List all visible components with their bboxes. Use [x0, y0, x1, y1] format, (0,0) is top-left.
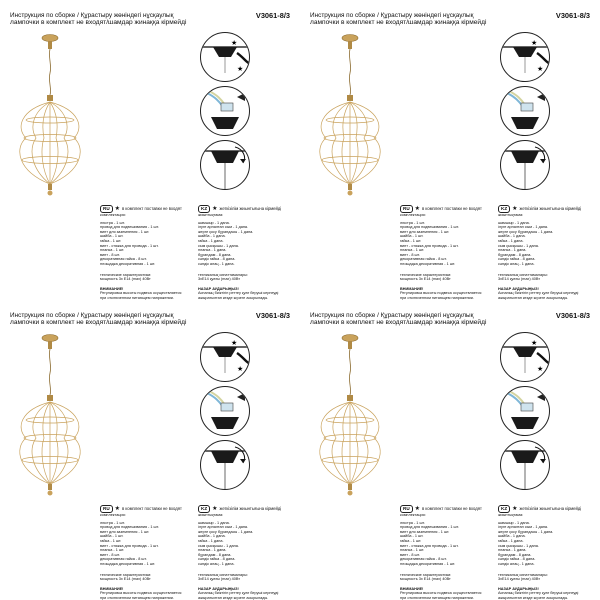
- list-item: винт для заземления - 1 шт.: [100, 529, 150, 534]
- list-item: люстра - 1 шт.: [100, 520, 125, 525]
- kz-warning-heading: НАЗАР АУДАРЫҢЫЗ!: [198, 286, 239, 291]
- list-item: жерге қосу бұрандасы - 1 дана.: [198, 229, 254, 234]
- svg-text:★: ★: [237, 365, 244, 373]
- sheet-title: [310, 312, 590, 326]
- ru-badge: RU: [400, 205, 413, 213]
- list-item: ілуге арналған сым - 1 дана.: [198, 525, 249, 530]
- ru-heading: комплектация:: [100, 213, 126, 217]
- ru-star-legend: [400, 505, 482, 513]
- list-item: провод для подвешивания - 1 шт.: [100, 225, 159, 230]
- kz-warning-line: Аспаның биіктігін реттеу қуат беруші кернеуді: [498, 591, 579, 596]
- list-item: гайка - 1 шт.: [100, 238, 122, 243]
- kz-warning-line: ажыратылған кезде жүзеге асырылады.: [198, 595, 269, 600]
- list-item: винт для заземления - 1 шт.: [400, 229, 450, 234]
- step-connect-wires: [200, 386, 250, 436]
- list-item: шайба - 1 шт.: [400, 234, 424, 239]
- list-item: провод для подвешивания - 1 шт.: [400, 525, 459, 530]
- kz-warning-line: Аспаның биіктігін реттеу қуат беруші кернеуді: [198, 291, 279, 296]
- list-item: планка - 1 шт.: [400, 548, 425, 553]
- list-item: сәндік алаң - 1 дана.: [498, 261, 535, 266]
- svg-text:★: ★: [237, 65, 244, 73]
- star-icon: ★: [512, 505, 518, 512]
- list-item: жерге қосу бұрандасы - 1 дана.: [198, 529, 254, 534]
- list-item: винт для заземления - 1 шт.: [400, 529, 450, 534]
- kz-parts-list: [198, 521, 292, 567]
- svg-text:★: ★: [231, 339, 238, 347]
- list-item: ілуге арналған сым - 1 дана.: [198, 225, 249, 230]
- star-icon: ★: [512, 205, 518, 212]
- list-item: шайба - 1 дана.: [198, 534, 226, 539]
- ru-heading: комплектация:: [400, 213, 426, 217]
- list-item: площадка декоративная - 1 шт.: [400, 261, 456, 266]
- kz-warning-line: Аспаның биіктігін реттеу қуат беруші кернеуді: [198, 591, 279, 596]
- list-item: гайка - 1 дана.: [198, 538, 224, 543]
- step-fix-cover: [500, 140, 550, 190]
- kz-tech-heading: техникалық сипаттамалары:: [198, 272, 248, 277]
- ru-parts-list: [100, 221, 194, 267]
- step-mount-bracket: [500, 332, 550, 382]
- ru-warning-line: Регулировка высоты подвеса осуществляется: [100, 291, 182, 296]
- step-connect-wires: [500, 86, 550, 136]
- step-fix-cover: [200, 440, 250, 490]
- ru-tech-value: мощность 3x E14 (max) 40Вт: [400, 277, 451, 282]
- ru-star-note: в комплект поставки не входят: [422, 506, 482, 512]
- svg-text:★: ★: [537, 365, 544, 373]
- kz-warning-line: Аспаның биіктігін реттеу қуат беруші кернеуді: [498, 291, 579, 296]
- model-code: V3061-8/3: [555, 311, 590, 320]
- kz-star-note: жеткізілім жиынтығына кірмейді: [519, 206, 582, 212]
- list-item: шамшыр - 1 дана.: [498, 220, 530, 225]
- ru-warning-heading: ВНИМАНИЕ!: [100, 286, 124, 291]
- step-fix-cover: [500, 440, 550, 490]
- step-mount-bracket: [200, 32, 250, 82]
- list-item: сәндік алаң - 1 дана.: [498, 561, 535, 566]
- bulbs-note: лампочки в комплект не входят/шамдар жинаққа кірмейді: [10, 19, 187, 26]
- ru-heading: комплектация:: [400, 513, 426, 517]
- kz-badge: KZ: [498, 205, 510, 213]
- kz-heading: жиынтықтама:: [498, 213, 524, 217]
- svg-text:★: ★: [537, 65, 544, 73]
- list-item: гайка - 1 дана.: [198, 238, 224, 243]
- list-item: сәндік гайка - 8 дана.: [198, 257, 236, 262]
- model-code: V3061-8/3: [255, 311, 290, 320]
- list-item: бұрандам - 8 дана.: [198, 252, 232, 257]
- ru-warning-heading: ВНИМАНИЕ!: [400, 586, 424, 591]
- model-code: V3061-8/3: [555, 11, 590, 20]
- kz-parts-list: [498, 521, 592, 567]
- ru-column: [100, 213, 194, 300]
- kz-star-legend: [498, 505, 581, 513]
- ru-warning-line: при отключенном питающем напряжении.: [100, 295, 174, 300]
- title-text: Инструкция по сборке / Құрастыру жөніндегі нұсқаулық: [310, 312, 474, 319]
- list-item: планка - 1 дана.: [498, 548, 527, 553]
- ru-warning-heading: ВНИМАНИЕ!: [400, 286, 424, 291]
- list-item: гайка - 1 шт.: [400, 538, 422, 543]
- list-item: шамшыр - 1 дана.: [498, 520, 530, 525]
- step-connect-wires: [200, 86, 250, 136]
- star-icon: ★: [114, 505, 121, 512]
- list-item: сәндік гайка - 8 дана.: [198, 557, 236, 562]
- instruction-sheet: [0, 0, 300, 300]
- star-icon: ★: [212, 505, 218, 512]
- ru-star-note: в комплект поставки не входят: [122, 206, 182, 212]
- chandelier-illustration: [310, 332, 390, 502]
- ru-heading: комплектация:: [100, 513, 126, 517]
- kz-tech-heading: техникалық сипаттамалары:: [198, 572, 248, 577]
- ru-warning-line: при отключенном питающем напряжении.: [400, 295, 474, 300]
- list-item: винт - 8 шт.: [100, 552, 120, 557]
- kz-heading: жиынтықтама:: [498, 513, 524, 517]
- sheet-title: [310, 12, 590, 26]
- kz-star-legend: [498, 205, 581, 213]
- step-mount-bracket: [200, 332, 250, 382]
- ru-tech-heading: технические характеристики:: [400, 272, 452, 277]
- list-item: люстра - 1 шт.: [400, 220, 425, 225]
- instruction-sheet: [300, 0, 600, 300]
- list-item: планка - 1 дана.: [498, 248, 527, 253]
- svg-text:★: ★: [531, 339, 538, 347]
- kz-parts-list: [198, 221, 292, 267]
- kz-parts-list: [498, 221, 592, 267]
- ru-badge: RU: [100, 505, 113, 513]
- list-item: винт для заземления - 1 шт.: [100, 229, 150, 234]
- list-item: сәндік алаң - 1 дана.: [198, 561, 235, 566]
- bulbs-note: лампочки в комплект не входят/шамдар жинаққа кірмейді: [10, 319, 187, 326]
- assembly-steps: [500, 32, 555, 194]
- list-item: люстра - 1 шт.: [100, 220, 125, 225]
- list-item: сәндік гайка - 8 дана.: [498, 257, 536, 262]
- ru-tech-heading: технические характеристики:: [100, 572, 152, 577]
- kz-badge: KZ: [198, 505, 210, 513]
- kz-tech-heading: техникалық сипаттамалары:: [498, 572, 548, 577]
- ru-column: [100, 513, 194, 600]
- ru-tech-heading: технические характеристики:: [100, 272, 152, 277]
- kz-heading: жиынтықтама:: [198, 213, 224, 217]
- ru-star-legend: [100, 205, 182, 213]
- ru-star-note: в комплект поставки не входят: [122, 506, 182, 512]
- list-item: декоративная гайка - 8 шт.: [100, 257, 147, 262]
- list-item: винт - стяжка для провода - 1 шт.: [100, 543, 159, 548]
- kz-tech-value: 3xE14 қуаты (max) 40Вт: [498, 277, 541, 282]
- list-item: бұрандам - 8 дана.: [498, 552, 532, 557]
- ru-star-legend: [400, 205, 482, 213]
- kz-warning-line: ажыратылған кезде жүзеге асырылады.: [498, 595, 569, 600]
- list-item: планка - 1 шт.: [100, 548, 125, 553]
- kz-star-legend: [198, 205, 281, 213]
- list-item: бұрандам - 8 дана.: [498, 252, 532, 257]
- kz-warning-line: ажыратылған кезде жүзеге асырылады.: [498, 295, 569, 300]
- kz-heading: жиынтықтама:: [198, 513, 224, 517]
- bulbs-note: лампочки в комплект не входят/шамдар жинаққа кірмейді: [310, 19, 487, 26]
- instruction-sheet: [300, 300, 600, 600]
- star-icon: ★: [114, 205, 121, 212]
- ru-tech-value: мощность 3x E14 (max) 40Вт: [400, 577, 451, 582]
- chandelier-illustration: [10, 332, 90, 502]
- star-icon: ★: [212, 205, 218, 212]
- list-item: шайба - 1 шт.: [100, 534, 124, 539]
- list-item: декоративная гайка - 8 шт.: [400, 257, 447, 262]
- title-text: Инструкция по сборке / Құрастыру жөніндегі нұсқаулық: [310, 12, 474, 19]
- ru-tech-heading: технические характеристики:: [400, 572, 452, 577]
- assembly-steps: [500, 332, 555, 494]
- sheet-title: [10, 12, 290, 26]
- list-item: площадка декоративная - 1 шт.: [100, 261, 156, 266]
- list-item: планка - 1 шт.: [400, 248, 425, 253]
- list-item: шайба - 1 дана.: [498, 234, 526, 239]
- ru-warning-line: при отключенном питающем напряжении.: [100, 595, 174, 600]
- svg-text:★: ★: [231, 39, 238, 47]
- kz-star-note: жеткізілім жиынтығына кірмейді: [219, 506, 282, 512]
- list-item: люстра - 1 шт.: [400, 520, 425, 525]
- list-item: сәндік гайка - 8 дана.: [498, 557, 536, 562]
- list-item: гайка - 1 дана.: [498, 538, 524, 543]
- kz-tech-value: 3xE14 қуаты (max) 40Вт: [198, 277, 241, 282]
- kz-star-legend: [198, 505, 281, 513]
- list-item: винт - 8 шт.: [100, 252, 120, 257]
- kz-tech-heading: техникалық сипаттамалары:: [498, 272, 548, 277]
- ru-parts-list: [400, 521, 494, 567]
- list-item: жерге қосу бұрандасы - 1 дана.: [498, 529, 554, 534]
- list-item: площадка декоративная - 1 шт.: [100, 561, 156, 566]
- list-item: провод для подвешивания - 1 шт.: [100, 525, 159, 530]
- star-icon: ★: [414, 505, 421, 512]
- ru-warning-line: Регулировка высоты подвеса осуществляется: [400, 291, 482, 296]
- kz-column: [198, 213, 292, 300]
- title-text: Инструкция по сборке / Құрастыру жөніндегі нұсқаулық: [10, 12, 174, 19]
- model-code: V3061-8/3: [255, 11, 290, 20]
- list-item: ілуге арналған сым - 1 дана.: [498, 525, 549, 530]
- kz-warning-heading: НАЗАР АУДАРЫҢЫЗ!: [498, 586, 539, 591]
- svg-text:★: ★: [531, 39, 538, 47]
- ru-warning-line: при отключенном питающем напряжении.: [400, 595, 474, 600]
- list-item: площадка декоративная - 1 шт.: [400, 561, 456, 566]
- list-item: сым қысқышы - 1 дана.: [198, 543, 239, 548]
- list-item: шайба - 1 дана.: [498, 534, 526, 539]
- ru-column: [400, 513, 494, 600]
- list-item: сым қысқышы - 1 дана.: [198, 243, 239, 248]
- list-item: винт - 8 шт.: [400, 552, 420, 557]
- list-item: шайба - 1 дана.: [198, 234, 226, 239]
- kz-column: [498, 213, 592, 300]
- ru-warning-heading: ВНИМАНИЕ!: [100, 586, 124, 591]
- ru-warning-line: Регулировка высоты подвеса осуществляется: [100, 591, 182, 596]
- list-item: сым қысқышы - 1 дана.: [498, 243, 539, 248]
- list-item: шайба - 1 шт.: [400, 534, 424, 539]
- list-item: декоративная гайка - 8 шт.: [100, 557, 147, 562]
- ru-star-legend: [100, 505, 182, 513]
- ru-star-note: в комплект поставки не входят: [422, 206, 482, 212]
- kz-column: [198, 513, 292, 600]
- list-item: бұрандам - 8 дана.: [198, 552, 232, 557]
- list-item: винт - стяжка для провода - 1 шт.: [400, 543, 459, 548]
- list-item: шайба - 1 шт.: [100, 234, 124, 239]
- list-item: гайка - 1 дана.: [498, 238, 524, 243]
- ru-badge: RU: [100, 205, 113, 213]
- list-item: планка - 1 дана.: [198, 548, 227, 553]
- kz-badge: KZ: [498, 505, 510, 513]
- list-item: шамшыр - 1 дана.: [198, 520, 230, 525]
- list-item: сәндік алаң - 1 дана.: [198, 261, 235, 266]
- step-fix-cover: [200, 140, 250, 190]
- list-item: винт - 8 шт.: [400, 252, 420, 257]
- ru-badge: RU: [400, 505, 413, 513]
- list-item: жерге қосу бұрандасы - 1 дана.: [498, 229, 554, 234]
- ru-parts-list: [400, 221, 494, 267]
- ru-column: [400, 213, 494, 300]
- list-item: ілуге арналған сым - 1 дана.: [498, 225, 549, 230]
- kz-warning-line: ажыратылған кезде жүзеге асырылады.: [198, 295, 269, 300]
- ru-warning-line: Регулировка высоты подвеса осуществляется: [400, 591, 482, 596]
- step-mount-bracket: [500, 32, 550, 82]
- list-item: планка - 1 шт.: [100, 248, 125, 253]
- list-item: гайка - 1 шт.: [400, 238, 422, 243]
- kz-tech-value: 3xE14 қуаты (max) 40Вт: [198, 577, 241, 582]
- list-item: сым қысқышы - 1 дана.: [498, 543, 539, 548]
- bulbs-note: лампочки в комплект не входят/шамдар жинаққа кірмейді: [310, 319, 487, 326]
- kz-star-note: жеткізілім жиынтығына кірмейді: [519, 506, 582, 512]
- list-item: планка - 1 дана.: [198, 248, 227, 253]
- kz-warning-heading: НАЗАР АУДАРЫҢЫЗ!: [198, 586, 239, 591]
- list-item: провод для подвешивания - 1 шт.: [400, 225, 459, 230]
- ru-tech-value: мощность 3x E14 (max) 40Вт: [100, 277, 151, 282]
- list-item: винт - стяжка для провода - 1 шт.: [100, 243, 159, 248]
- kz-star-note: жеткізілім жиынтығына кірмейді: [219, 206, 282, 212]
- sheet-title: [10, 312, 290, 326]
- instruction-sheet: [0, 300, 300, 600]
- list-item: винт - стяжка для провода - 1 шт.: [400, 243, 459, 248]
- kz-column: [498, 513, 592, 600]
- chandelier-illustration: [310, 32, 390, 202]
- ru-tech-value: мощность 3x E14 (max) 40Вт: [100, 577, 151, 582]
- ru-parts-list: [100, 521, 194, 567]
- kz-badge: KZ: [198, 205, 210, 213]
- kz-tech-value: 3xE14 қуаты (max) 40Вт: [498, 577, 541, 582]
- assembly-steps: [200, 332, 255, 494]
- step-connect-wires: [500, 386, 550, 436]
- list-item: шамшыр - 1 дана.: [198, 220, 230, 225]
- title-text: Инструкция по сборке / Құрастыру жөніндегі нұсқаулық: [10, 312, 174, 319]
- list-item: декоративная гайка - 8 шт.: [400, 557, 447, 562]
- assembly-steps: [200, 32, 255, 194]
- chandelier-illustration: [10, 32, 90, 202]
- kz-warning-heading: НАЗАР АУДАРЫҢЫЗ!: [498, 286, 539, 291]
- star-icon: ★: [414, 205, 421, 212]
- list-item: гайка - 1 шт.: [100, 538, 122, 543]
